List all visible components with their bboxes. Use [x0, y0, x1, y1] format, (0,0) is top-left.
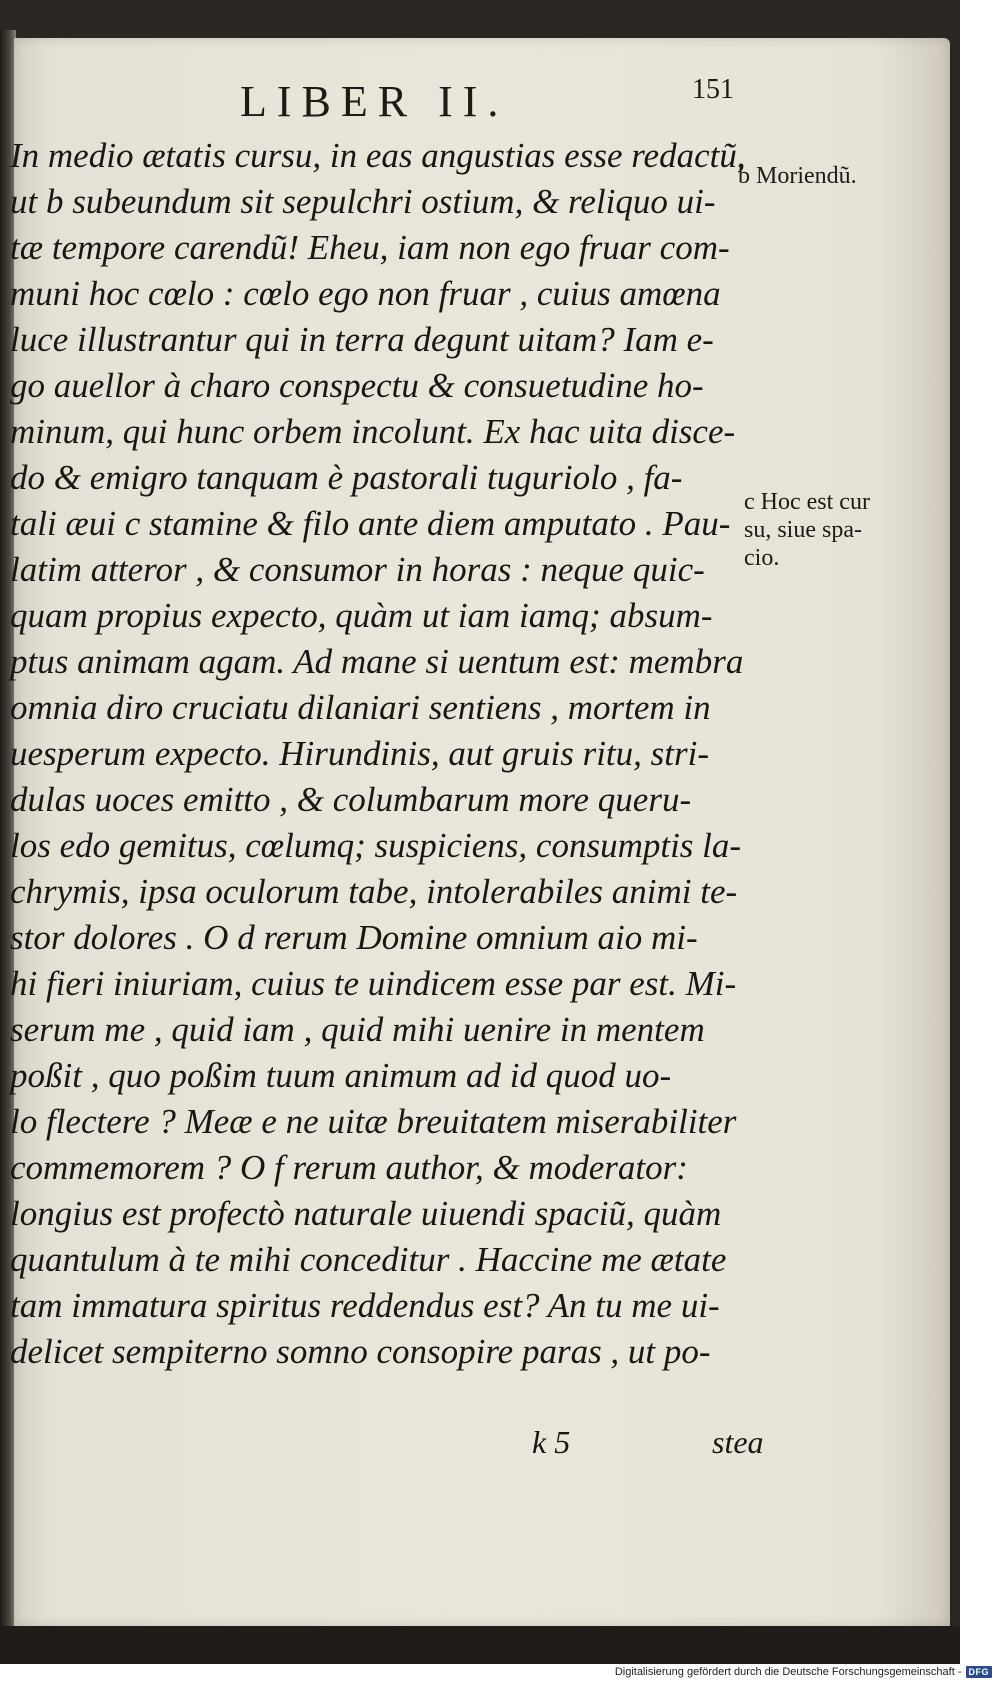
text-line: poßit , quo poßim tuum animum ad id quod uo-: [10, 1056, 672, 1095]
text-line: quam propius expecto, quàm ut iam iamq; absum-: [10, 596, 713, 635]
dfg-logo: DFG: [966, 1666, 993, 1678]
signature-mark: k 5: [532, 1424, 571, 1460]
text-line: go auellor à charo conspectu & consuetudine ho-: [10, 366, 704, 405]
text-line: stor dolores . O d rerum Domine omnium aio mi-: [10, 918, 698, 957]
text-line: luce illustrantur qui in terra degunt uitam? Iam e-: [10, 320, 714, 359]
text-line: quantulum à te mihi conceditur . Haccine me ætate: [10, 1240, 727, 1279]
marginal-note: su, siue spa-: [744, 517, 862, 543]
text-line: dulas uoces emitto , & columbarum more queru-: [10, 780, 692, 819]
text-line: tali æui c stamine & filo ante diem amputato . Pau-: [10, 504, 731, 543]
text-line: delicet sempiterno somno consopire paras , ut po-: [10, 1332, 711, 1371]
digitization-credit: [615, 1664, 992, 1680]
text-line: lo flectere ? Meæ e ne uitæ breuitatem miserabiliter: [10, 1102, 737, 1141]
main-text-block: [10, 38, 950, 1626]
running-head: LIBER II.: [240, 77, 509, 126]
marginal-note: cio.: [744, 545, 780, 571]
scan-bottom-edge: [0, 1626, 960, 1664]
text-line: muni hoc cœlo : cœlo ego non fruar , cuius amœna: [10, 274, 721, 313]
credit-text: Digitalisierung gefördert durch die Deutsche Forschungsgemeinschaft -: [614, 1666, 962, 1678]
text-line: In medio ætatis cursu, in eas angustias esse redactũ,: [10, 136, 746, 175]
text-line: tam immatura spiritus reddendus est? An tu me ui-: [10, 1286, 720, 1325]
text-line: minum, qui hunc orbem incolunt. Ex hac uita disce-: [10, 412, 736, 451]
catchword: stea: [712, 1424, 764, 1460]
text-line: commemorem ? O f rerum author, & moderator:: [10, 1148, 688, 1187]
text-line: hi fieri iniuriam, cuius te uindicem esse par est. Mi-: [10, 964, 737, 1003]
text-line: ut b subeundum sit sepulchri ostium, & reliquo ui-: [10, 182, 716, 221]
text-line: serum me , quid iam , quid mihi uenire in mentem: [10, 1010, 705, 1049]
text-line: uesperum expecto. Hirundinis, aut gruis ritu, stri-: [10, 734, 709, 773]
text-line: latim atteror , & consumor in horas : neque quic-: [10, 550, 705, 589]
text-line: do & emigro tanquam è pastorali tuguriolo , fa-: [10, 458, 683, 497]
text-line: tæ tempore carendũ! Eheu, iam non ego fruar com-: [10, 228, 730, 267]
page-number: 151: [692, 74, 734, 105]
text-line: longius est profectò naturale uiuendi spaciũ, quàm: [10, 1194, 722, 1233]
book-page: [10, 38, 950, 1626]
text-line: chrymis, ipsa oculorum tabe, intolerabiles animi te-: [10, 872, 738, 911]
text-line: ptus animam agam. Ad mane si uentum est: membra: [10, 642, 744, 681]
text-line: omnia diro cruciatu dilaniari sentiens , mortem in: [10, 688, 711, 727]
text-line: los edo gemitus, cœlumq; suspiciens, consumptis la-: [10, 826, 742, 865]
marginal-note: c Hoc est cur: [744, 489, 870, 515]
marginal-note: b Moriendũ.: [738, 163, 857, 189]
